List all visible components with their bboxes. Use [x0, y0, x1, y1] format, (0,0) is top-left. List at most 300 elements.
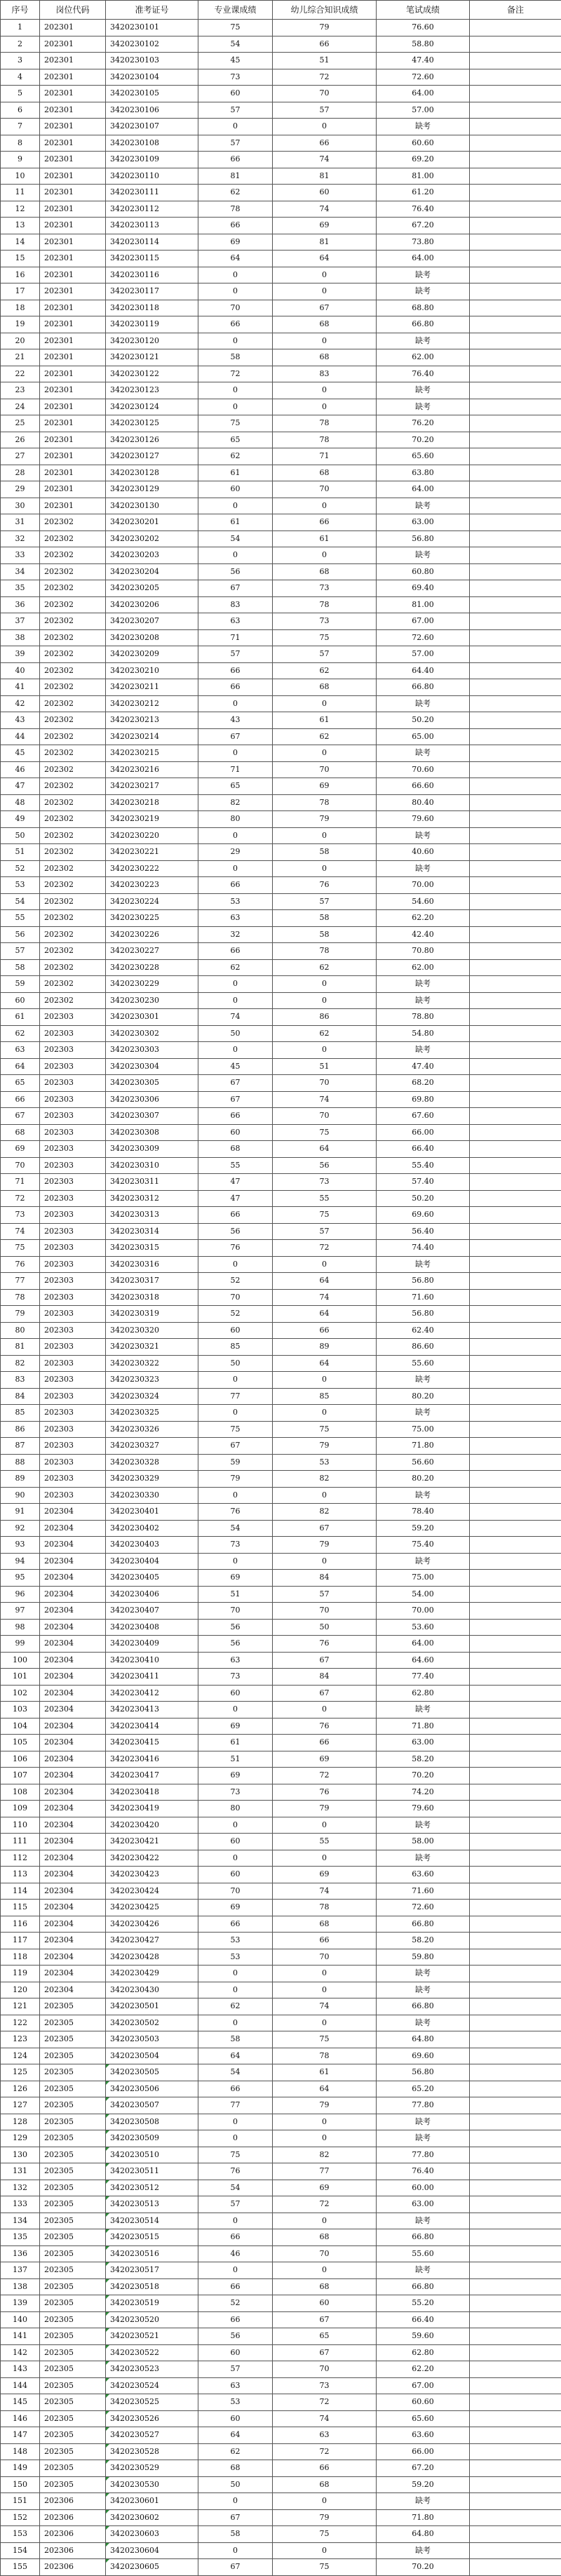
cell-position-code: 202303 — [40, 1141, 106, 1158]
cell-knowledge-score: 62 — [273, 728, 377, 745]
cell-major-score: 0 — [198, 547, 273, 564]
cell-major-score: 58 — [198, 2031, 273, 2048]
cell-remarks — [470, 1735, 561, 1751]
cell-major-score: 51 — [198, 1751, 273, 1768]
table-row — [1, 778, 561, 795]
cell-knowledge-score: 81 — [273, 168, 377, 185]
cell-written-score: 66.80 — [377, 2229, 470, 2246]
cell-remarks — [470, 1652, 561, 1669]
cell-written-score: 缺考 — [377, 2542, 470, 2559]
cell-knowledge-score: 0 — [273, 1702, 377, 1719]
table-row — [1, 1685, 561, 1702]
cell-ticket-number: 3420230605 — [106, 2559, 198, 2576]
cell-written-score: 67.00 — [377, 613, 470, 630]
cell-position-code: 202305 — [40, 2361, 106, 2378]
cell-written-score: 64.40 — [377, 662, 470, 679]
table-row — [1, 1355, 561, 1372]
cell-remarks — [470, 959, 561, 976]
cell-remarks — [470, 2015, 561, 2031]
cell-index: 39 — [1, 646, 40, 663]
table-row — [1, 448, 561, 465]
cell-major-score: 80 — [198, 811, 273, 828]
table-row — [1, 251, 561, 267]
cell-position-code: 202304 — [40, 1537, 106, 1554]
cell-major-score: 66 — [198, 152, 273, 168]
cell-position-code: 202304 — [40, 1586, 106, 1603]
cell-knowledge-score: 55 — [273, 1834, 377, 1850]
cell-remarks — [470, 1504, 561, 1521]
cell-ticket-number: 3420230112 — [106, 201, 198, 218]
table-row — [1, 349, 561, 366]
cell-knowledge-score: 65 — [273, 2328, 377, 2345]
cell-knowledge-score: 57 — [273, 646, 377, 663]
cell-written-score: 缺考 — [377, 1256, 470, 1273]
cell-ticket-number: 3420230504 — [106, 2048, 198, 2064]
cell-knowledge-score: 0 — [273, 1405, 377, 1422]
cell-index: 60 — [1, 992, 40, 1009]
cell-knowledge-score: 68 — [273, 563, 377, 580]
table-row — [1, 2526, 561, 2543]
cell-ticket-number: 3420230230 — [106, 992, 198, 1009]
cell-ticket-number: 3420230514 — [106, 2213, 198, 2229]
cell-major-score: 70 — [198, 1289, 273, 1306]
cell-index: 7 — [1, 119, 40, 135]
table-row — [1, 2476, 561, 2493]
cell-major-score: 75 — [198, 2147, 273, 2163]
cell-ticket-number: 3420230418 — [106, 1784, 198, 1801]
cell-knowledge-score: 0 — [273, 695, 377, 712]
cell-knowledge-score: 58 — [273, 910, 377, 927]
cell-written-score: 缺考 — [377, 1372, 470, 1389]
cell-major-score: 74 — [198, 1009, 273, 1026]
cell-written-score: 55.40 — [377, 1157, 470, 1174]
cell-major-score: 58 — [198, 349, 273, 366]
cell-major-score: 63 — [198, 1652, 273, 1669]
cell-index: 84 — [1, 1388, 40, 1405]
cell-remarks — [470, 218, 561, 234]
cell-written-score: 59.60 — [377, 2328, 470, 2345]
cell-remarks — [470, 465, 561, 481]
cell-knowledge-score: 70 — [273, 2245, 377, 2262]
cell-position-code: 202305 — [40, 2180, 106, 2196]
cell-knowledge-score: 0 — [273, 1553, 377, 1570]
table-row — [1, 1553, 561, 1570]
cell-remarks — [470, 2476, 561, 2493]
cell-position-code: 202304 — [40, 1735, 106, 1751]
table-row — [1, 2361, 561, 2378]
cell-position-code: 202301 — [40, 300, 106, 316]
cell-knowledge-score: 58 — [273, 844, 377, 861]
cell-remarks — [470, 629, 561, 646]
cell-ticket-number: 3420230310 — [106, 1157, 198, 1174]
cell-index: 66 — [1, 1091, 40, 1108]
cell-major-score: 52 — [198, 2295, 273, 2312]
cell-index: 147 — [1, 2427, 40, 2444]
cell-remarks — [470, 2064, 561, 2081]
cell-position-code: 202305 — [40, 2015, 106, 2031]
cell-remarks — [470, 1256, 561, 1273]
cell-major-score: 0 — [198, 283, 273, 300]
cell-knowledge-score: 0 — [273, 745, 377, 762]
cell-index: 78 — [1, 1289, 40, 1306]
cell-written-score: 69.60 — [377, 1207, 470, 1224]
cell-remarks — [470, 1817, 561, 1834]
cell-index: 8 — [1, 135, 40, 152]
cell-index: 62 — [1, 1025, 40, 1042]
cell-major-score: 0 — [198, 119, 273, 135]
cell-knowledge-score: 55 — [273, 1190, 377, 1207]
cell-remarks — [470, 36, 561, 53]
cell-knowledge-score: 68 — [273, 349, 377, 366]
table-row — [1, 168, 561, 185]
table-row — [1, 2245, 561, 2262]
cell-position-code: 202302 — [40, 745, 106, 762]
cell-major-score: 69 — [198, 1570, 273, 1587]
cell-remarks — [470, 1223, 561, 1240]
cell-written-score: 69.60 — [377, 2048, 470, 2064]
cell-ticket-number: 3420230526 — [106, 2410, 198, 2427]
cell-position-code: 202301 — [40, 481, 106, 498]
cell-written-score: 缺考 — [377, 498, 470, 514]
table-row — [1, 1504, 561, 1521]
cell-position-code: 202305 — [40, 2245, 106, 2262]
cell-major-score: 68 — [198, 1141, 273, 1158]
cell-written-score: 79.60 — [377, 811, 470, 828]
cell-written-score: 70.00 — [377, 877, 470, 894]
cell-index: 50 — [1, 827, 40, 844]
cell-remarks — [470, 432, 561, 448]
cell-index: 140 — [1, 2311, 40, 2328]
cell-major-score: 54 — [198, 530, 273, 547]
cell-ticket-number: 3420230509 — [106, 2130, 198, 2147]
cell-written-score: 67.20 — [377, 2460, 470, 2477]
cell-ticket-number: 3420230513 — [106, 2196, 198, 2213]
cell-written-score: 62.40 — [377, 1322, 470, 1339]
cell-remarks — [470, 1966, 561, 1982]
cell-written-score: 72.60 — [377, 629, 470, 646]
cell-major-score: 0 — [198, 827, 273, 844]
cell-knowledge-score: 69 — [273, 218, 377, 234]
cell-written-score: 86.60 — [377, 1339, 470, 1356]
cell-ticket-number: 3420230524 — [106, 2377, 198, 2394]
table-row — [1, 2377, 561, 2394]
cell-ticket-number: 3420230115 — [106, 251, 198, 267]
cell-ticket-number: 3420230226 — [106, 926, 198, 943]
cell-knowledge-score: 0 — [273, 2542, 377, 2559]
cell-major-score: 56 — [198, 1619, 273, 1636]
cell-remarks — [470, 794, 561, 811]
table-row — [1, 1636, 561, 1653]
cell-index: 57 — [1, 943, 40, 960]
table-row — [1, 1124, 561, 1141]
cell-remarks — [470, 20, 561, 36]
cell-written-score: 66.80 — [377, 679, 470, 696]
cell-index: 118 — [1, 1949, 40, 1966]
cell-major-score: 82 — [198, 794, 273, 811]
cell-ticket-number: 3420230505 — [106, 2064, 198, 2081]
cell-written-score: 77.80 — [377, 2147, 470, 2163]
cell-remarks — [470, 2130, 561, 2147]
table-row — [1, 1157, 561, 1174]
cell-written-score: 69.80 — [377, 1091, 470, 1108]
cell-index: 59 — [1, 976, 40, 993]
table-row — [1, 300, 561, 316]
cell-written-score: 68.80 — [377, 300, 470, 316]
cell-written-score: 缺考 — [377, 2015, 470, 2031]
cell-remarks — [470, 1570, 561, 1587]
cell-major-score: 60 — [198, 2410, 273, 2427]
cell-major-score: 67 — [198, 1091, 273, 1108]
table-row — [1, 1372, 561, 1389]
cell-knowledge-score: 85 — [273, 1388, 377, 1405]
cell-major-score: 66 — [198, 2229, 273, 2246]
cell-ticket-number: 3420230122 — [106, 366, 198, 382]
table-row — [1, 695, 561, 712]
cell-major-score: 0 — [198, 399, 273, 415]
cell-remarks — [470, 596, 561, 613]
cell-remarks — [470, 1982, 561, 1998]
cell-major-score: 61 — [198, 1735, 273, 1751]
cell-index: 9 — [1, 152, 40, 168]
cell-knowledge-score: 78 — [273, 2048, 377, 2064]
header-knowledge-score: 幼儿综合知识成绩 — [273, 1, 377, 20]
cell-major-score: 83 — [198, 596, 273, 613]
cell-remarks — [470, 185, 561, 201]
cell-knowledge-score: 67 — [273, 300, 377, 316]
cell-knowledge-score: 75 — [273, 2031, 377, 2048]
cell-index: 96 — [1, 1586, 40, 1603]
cell-written-score: 47.40 — [377, 1058, 470, 1075]
cell-major-score: 76 — [198, 1504, 273, 1521]
cell-position-code: 202301 — [40, 366, 106, 382]
cell-position-code: 202302 — [40, 943, 106, 960]
cell-written-score: 59.20 — [377, 2476, 470, 2493]
cell-major-score: 0 — [198, 992, 273, 1009]
cell-index: 11 — [1, 185, 40, 201]
cell-index: 151 — [1, 2493, 40, 2510]
cell-knowledge-score: 69 — [273, 1867, 377, 1883]
cell-major-score: 70 — [198, 300, 273, 316]
cell-major-score: 29 — [198, 844, 273, 861]
table-row — [1, 1702, 561, 1719]
cell-ticket-number: 3420230221 — [106, 844, 198, 861]
cell-position-code: 202304 — [40, 1801, 106, 1817]
cell-ticket-number: 3420230109 — [106, 152, 198, 168]
cell-remarks — [470, 119, 561, 135]
table-row — [1, 2493, 561, 2510]
cell-major-score: 63 — [198, 2377, 273, 2394]
cell-position-code: 202304 — [40, 1570, 106, 1587]
cell-index: 81 — [1, 1339, 40, 1356]
cell-written-score: 62.00 — [377, 959, 470, 976]
cell-major-score: 64 — [198, 251, 273, 267]
cell-remarks — [470, 1867, 561, 1883]
cell-position-code: 202303 — [40, 1289, 106, 1306]
cell-remarks — [470, 2097, 561, 2114]
cell-ticket-number: 3420230525 — [106, 2394, 198, 2411]
cell-position-code: 202304 — [40, 1817, 106, 1834]
table-row — [1, 2064, 561, 2081]
cell-remarks — [470, 415, 561, 432]
cell-ticket-number: 3420230530 — [106, 2476, 198, 2493]
cell-index: 143 — [1, 2361, 40, 2378]
cell-index: 80 — [1, 1322, 40, 1339]
cell-written-score: 63.00 — [377, 2196, 470, 2213]
cell-position-code: 202301 — [40, 267, 106, 283]
table-row — [1, 1009, 561, 1026]
cell-remarks — [470, 860, 561, 877]
cell-remarks — [470, 382, 561, 399]
cell-major-score: 0 — [198, 976, 273, 993]
cell-knowledge-score: 0 — [273, 2213, 377, 2229]
cell-ticket-number: 3420230217 — [106, 778, 198, 795]
cell-remarks — [470, 1553, 561, 1570]
cell-knowledge-score: 67 — [273, 1652, 377, 1669]
cell-index: 49 — [1, 811, 40, 828]
cell-remarks — [470, 2361, 561, 2378]
cell-position-code: 202302 — [40, 959, 106, 976]
cell-written-score: 40.60 — [377, 844, 470, 861]
cell-written-score: 62.80 — [377, 2344, 470, 2361]
cell-index: 110 — [1, 1817, 40, 1834]
cell-major-score: 47 — [198, 1190, 273, 1207]
cell-remarks — [470, 2410, 561, 2427]
cell-position-code: 202301 — [40, 168, 106, 185]
cell-position-code: 202301 — [40, 349, 106, 366]
cell-written-score: 57.00 — [377, 102, 470, 119]
cell-position-code: 202301 — [40, 102, 106, 119]
cell-knowledge-score: 60 — [273, 2295, 377, 2312]
cell-knowledge-score: 78 — [273, 943, 377, 960]
cell-position-code: 202303 — [40, 1339, 106, 1356]
cell-written-score: 缺考 — [377, 1966, 470, 1982]
cell-written-score: 66.60 — [377, 778, 470, 795]
cell-knowledge-score: 51 — [273, 53, 377, 69]
cell-index: 93 — [1, 1537, 40, 1554]
cell-written-score: 缺考 — [377, 1042, 470, 1059]
cell-ticket-number: 3420230508 — [106, 2114, 198, 2130]
cell-index: 42 — [1, 695, 40, 712]
table-row — [1, 1075, 561, 1092]
cell-ticket-number: 3420230317 — [106, 1273, 198, 1290]
cell-remarks — [470, 1042, 561, 1059]
cell-knowledge-score: 75 — [273, 2559, 377, 2576]
cell-position-code: 202302 — [40, 794, 106, 811]
table-row — [1, 1454, 561, 1471]
cell-knowledge-score: 79 — [273, 1801, 377, 1817]
cell-position-code: 202302 — [40, 514, 106, 531]
cell-remarks — [470, 2262, 561, 2279]
cell-major-score: 72 — [198, 366, 273, 382]
cell-major-score: 66 — [198, 218, 273, 234]
cell-position-code: 202303 — [40, 1174, 106, 1191]
cell-position-code: 202301 — [40, 218, 106, 234]
table-row — [1, 943, 561, 960]
table-row — [1, 1933, 561, 1949]
cell-position-code: 202303 — [40, 1157, 106, 1174]
cell-major-score: 78 — [198, 201, 273, 218]
cell-knowledge-score: 82 — [273, 1504, 377, 1521]
cell-knowledge-score: 78 — [273, 1900, 377, 1916]
cell-index: 131 — [1, 2163, 40, 2180]
cell-major-score: 56 — [198, 563, 273, 580]
table-row — [1, 530, 561, 547]
cell-written-score: 缺考 — [377, 1553, 470, 1570]
cell-position-code: 202302 — [40, 976, 106, 993]
cell-ticket-number: 3420230315 — [106, 1240, 198, 1257]
table-row — [1, 1603, 561, 1620]
cell-knowledge-score: 79 — [273, 20, 377, 36]
cell-major-score: 79 — [198, 1471, 273, 1488]
cell-remarks — [470, 1520, 561, 1537]
cell-knowledge-score: 76 — [273, 1784, 377, 1801]
cell-index: 30 — [1, 498, 40, 514]
cell-position-code: 202305 — [40, 2048, 106, 2064]
cell-index: 89 — [1, 1471, 40, 1488]
cell-knowledge-score: 78 — [273, 596, 377, 613]
cell-ticket-number: 3420230105 — [106, 86, 198, 102]
cell-ticket-number: 3420230106 — [106, 102, 198, 119]
cell-remarks — [470, 811, 561, 828]
cell-ticket-number: 3420230205 — [106, 580, 198, 597]
cell-remarks — [470, 1273, 561, 1290]
cell-index: 38 — [1, 629, 40, 646]
cell-position-code: 202301 — [40, 251, 106, 267]
cell-index: 97 — [1, 1603, 40, 1620]
cell-ticket-number: 3420230314 — [106, 1223, 198, 1240]
table-row — [1, 333, 561, 349]
cell-position-code: 202304 — [40, 1718, 106, 1735]
cell-ticket-number: 3420230125 — [106, 415, 198, 432]
cell-ticket-number: 3420230502 — [106, 2015, 198, 2031]
cell-major-score: 0 — [198, 1702, 273, 1719]
cell-position-code: 202304 — [40, 1520, 106, 1537]
table-row — [1, 1867, 561, 1883]
cell-major-score: 50 — [198, 1025, 273, 1042]
cell-written-score: 缺考 — [377, 1405, 470, 1422]
cell-position-code: 202301 — [40, 333, 106, 349]
table-row — [1, 728, 561, 745]
cell-major-score: 0 — [198, 1487, 273, 1504]
cell-written-score: 75.00 — [377, 1421, 470, 1438]
cell-index: 144 — [1, 2377, 40, 2394]
cell-knowledge-score: 73 — [273, 613, 377, 630]
cell-position-code: 202301 — [40, 69, 106, 86]
cell-ticket-number: 3420230411 — [106, 1669, 198, 1686]
table-row — [1, 976, 561, 993]
table-row — [1, 86, 561, 102]
cell-index: 123 — [1, 2031, 40, 2048]
cell-position-code: 202304 — [40, 1933, 106, 1949]
cell-remarks — [470, 1998, 561, 2015]
cell-knowledge-score: 0 — [273, 283, 377, 300]
table-row — [1, 102, 561, 119]
cell-knowledge-score: 62 — [273, 1025, 377, 1042]
cell-knowledge-score: 68 — [273, 2476, 377, 2493]
cell-ticket-number: 3420230119 — [106, 316, 198, 333]
cell-position-code: 202302 — [40, 662, 106, 679]
cell-knowledge-score: 68 — [273, 465, 377, 481]
cell-written-score: 缺考 — [377, 399, 470, 415]
cell-position-code: 202306 — [40, 2493, 106, 2510]
cell-ticket-number: 3420230515 — [106, 2229, 198, 2246]
cell-remarks — [470, 844, 561, 861]
cell-ticket-number: 3420230417 — [106, 1768, 198, 1784]
cell-index: 21 — [1, 349, 40, 366]
cell-major-score: 0 — [198, 2262, 273, 2279]
cell-written-score: 54.00 — [377, 1586, 470, 1603]
cell-knowledge-score: 75 — [273, 2526, 377, 2543]
